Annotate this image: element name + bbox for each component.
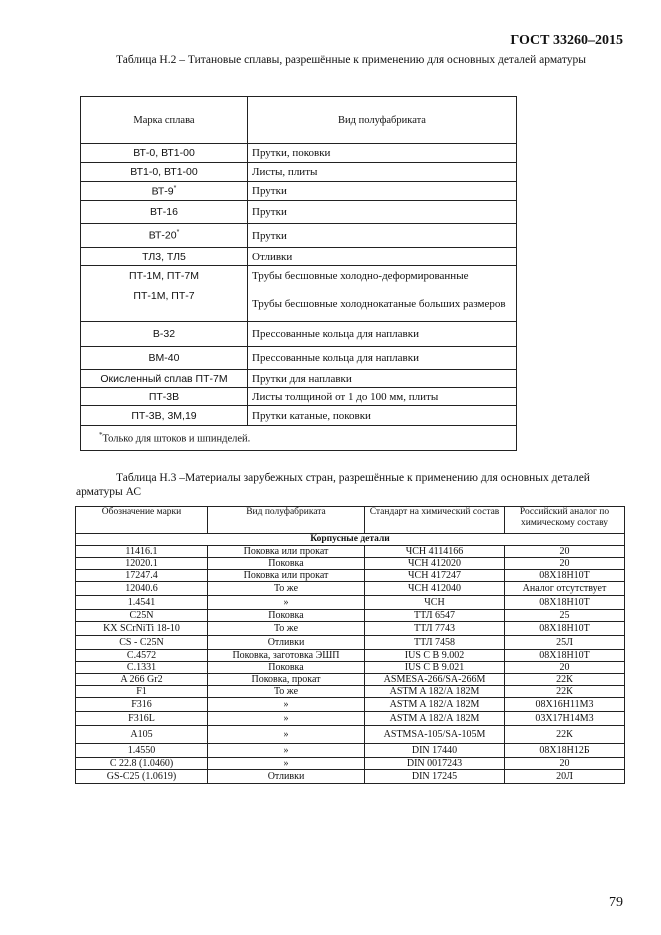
chemical-standard: DIN 0017243 (365, 758, 505, 770)
semi-product-form: » (208, 712, 365, 726)
chemical-standard: ЧСН 417247 (365, 570, 505, 582)
material-grade: C.4572 (76, 650, 208, 662)
alloy-grade-cell (81, 224, 248, 248)
russian-analog: 20 (505, 662, 625, 674)
semi-product-form: Трубы бесшовные холодно-деформированные (248, 266, 517, 286)
table-h3-caption: Таблица Н.3 –Материалы зарубежных стран, разрешённые к применению для основных деталей арматуры АС (76, 472, 590, 498)
alloy-grade: ВТ-20 (148, 229, 177, 242)
semi-product-form: Поковка (208, 662, 365, 674)
page-number: 79 (609, 895, 623, 910)
chemical-standard: ЧСН 412020 (365, 558, 505, 570)
table-row (76, 622, 625, 636)
foreign-materials-rows (76, 546, 625, 784)
semi-product-form: Поковка, заготовка ЭШП (208, 650, 365, 662)
column-header-grade: Марка сплава (81, 97, 248, 144)
material-grade: 1.4541 (76, 596, 208, 610)
column-header-form: Вид полуфабриката (248, 97, 517, 144)
material-grade: GS-C25 (1.0619) (76, 770, 208, 784)
chemical-standard: IUS C B 9.021 (365, 662, 505, 674)
alloy-grade: ПТ-1М, ПТ-7М (81, 266, 248, 286)
semi-product-form: Поковка или прокат (208, 570, 365, 582)
chemical-standard: ЧСН (365, 596, 505, 610)
table-row (76, 558, 625, 570)
chemical-standard: DIN 17440 (365, 744, 505, 758)
footnote-marker: * (173, 184, 177, 192)
semi-product-form: Листы, плиты (248, 163, 517, 182)
chemical-standard: ТТЛ 7743 (365, 622, 505, 636)
material-grade: A105 (76, 726, 208, 744)
material-grade: 1.4550 (76, 744, 208, 758)
russian-analog: 08Х18Н12Б (505, 744, 625, 758)
table-row (76, 596, 625, 610)
russian-analog: 25 (505, 610, 625, 622)
russian-analog: 20 (505, 758, 625, 770)
table-row (76, 674, 625, 686)
table-row (76, 650, 625, 662)
table-row (76, 636, 625, 650)
russian-analog: 20 (505, 546, 625, 558)
column-header-standard: Стандарт на химический состав (365, 507, 505, 534)
material-grade: C25N (76, 610, 208, 622)
material-grade: 17247.4 (76, 570, 208, 582)
chemical-standard: ASTM A 182/A 182M (365, 686, 505, 698)
semi-product-form: » (208, 596, 365, 610)
semi-product-form: Прессованные кольца для наплавки (248, 347, 517, 370)
semi-product-form: » (208, 726, 365, 744)
material-grade: F316 (76, 698, 208, 712)
material-grade: C.1331 (76, 662, 208, 674)
table-row (76, 744, 625, 758)
semi-product-form: Отливки (248, 248, 517, 266)
table-row (76, 712, 625, 726)
column-header-grade: Обозначение марки (76, 507, 208, 534)
alloy-grade: ВТ-9 (151, 185, 174, 198)
chemical-standard: ASTMSA-105/SA-105M (365, 726, 505, 744)
russian-analog: 03Х17Н14М3 (505, 712, 625, 726)
semi-product-form: Поковка или прокат (208, 546, 365, 558)
chemical-standard: ASTM A 182/A 182M (365, 712, 505, 726)
alloy-grade: ВТ-0, ВТ1-00 (81, 144, 248, 163)
material-grade: 12040.6 (76, 582, 208, 596)
chemical-standard: ASTM A 182/A 182M (365, 698, 505, 712)
semi-product-form: Трубы бесшовные холоднокатаные больших размеров (248, 286, 517, 322)
chemical-standard: ТТЛ 7458 (365, 636, 505, 650)
russian-analog: 22К (505, 726, 625, 744)
semi-product-form: То же (208, 686, 365, 698)
material-grade: 11416.1 (76, 546, 208, 558)
semi-product-form: Листы толщиной от 1 до 100 мм, плиты (248, 388, 517, 406)
column-header-form: Вид полуфабриката (208, 507, 365, 534)
russian-analog: 20Л (505, 770, 625, 784)
table-row (76, 662, 625, 674)
footnote-marker: * (99, 431, 103, 440)
alloy-grade-cell (81, 182, 248, 201)
table-row (76, 726, 625, 744)
table-row (76, 610, 625, 622)
russian-analog: 20 (505, 558, 625, 570)
russian-analog: 08Х18Н10Т (505, 622, 625, 636)
semi-product-form: То же (208, 622, 365, 636)
table-row (76, 758, 625, 770)
semi-product-form: Отливки (208, 770, 365, 784)
semi-product-form: Отливки (208, 636, 365, 650)
alloy-grade: ВМ-40 (81, 347, 248, 370)
column-header-analog: Российский аналог по химическому составу (505, 507, 625, 534)
chemical-standard: ЧСН 4114166 (365, 546, 505, 558)
alloy-grade: ВТ1-0, ВТ1-00 (81, 163, 248, 182)
semi-product-form: Прутки для наплавки (248, 370, 517, 388)
table-footnote: Только для штоков и шпинделей. (102, 433, 251, 445)
table-footnote-cell (81, 426, 517, 451)
chemical-standard: ЧСН 412040 (365, 582, 505, 596)
material-grade: 12020.1 (76, 558, 208, 570)
material-grade: C 22.8 (1.0460) (76, 758, 208, 770)
semi-product-form: » (208, 758, 365, 770)
table-row (76, 546, 625, 558)
semi-product-form: Поковка, прокат (208, 674, 365, 686)
material-grade: KX SCrNiTi 18-10 (76, 622, 208, 636)
table-row (76, 582, 625, 596)
semi-product-form: Прутки, поковки (248, 144, 517, 163)
semi-product-form: Прутки (248, 182, 517, 201)
table-row (76, 698, 625, 712)
semi-product-form: Прессованные кольца для наплавки (248, 322, 517, 347)
russian-analog: 22К (505, 686, 625, 698)
table-row (76, 570, 625, 582)
russian-analog: 25Л (505, 636, 625, 650)
semi-product-form: Поковка (208, 558, 365, 570)
material-grade: F316L (76, 712, 208, 726)
russian-analog: 08Х18Н10Т (505, 650, 625, 662)
russian-analog: 22К (505, 674, 625, 686)
semi-product-form: Прутки (248, 201, 517, 224)
alloy-grade: ВТ-16 (81, 201, 248, 224)
semi-product-form: » (208, 698, 365, 712)
semi-product-form: Прутки (248, 224, 517, 248)
document-standard-header: ГОСТ 33260–2015 (510, 33, 623, 48)
semi-product-form: Поковка (208, 610, 365, 622)
alloy-grade: Окисленный сплав ПТ-7М (81, 370, 248, 388)
semi-product-form: » (208, 744, 365, 758)
material-grade: CS - C25N (76, 636, 208, 650)
russian-analog: Аналог отсутствует (505, 582, 625, 596)
table-h2-caption: Таблица Н.2 – Титановые сплавы, разрешённые к применению для основных деталей арматуры (116, 54, 586, 66)
footnote-marker: * (176, 229, 180, 237)
foreign-materials-table (75, 506, 625, 784)
chemical-standard: ТТЛ 6547 (365, 610, 505, 622)
chemical-standard: DIN 17245 (365, 770, 505, 784)
titanium-alloys-table (80, 96, 517, 451)
alloy-grade: ТЛ3, ТЛ5 (81, 248, 248, 266)
chemical-standard: ASMESA-266/SA-266M (365, 674, 505, 686)
table-row (76, 686, 625, 698)
section-heading: Корпусные детали (76, 534, 625, 546)
alloy-grade: ПТ-1М, ПТ-7 (81, 286, 248, 322)
semi-product-form: Прутки катаные, поковки (248, 406, 517, 426)
material-grade: F1 (76, 686, 208, 698)
table-row (76, 770, 625, 784)
semi-product-form: То же (208, 582, 365, 596)
alloy-grade: В-32 (81, 322, 248, 347)
russian-analog: 08Х18Н10Т (505, 570, 625, 582)
material-grade: A 266 Gr2 (76, 674, 208, 686)
russian-analog: 08Х16Н11М3 (505, 698, 625, 712)
alloy-grade: ПТ-3В, 3М,19 (81, 406, 248, 426)
chemical-standard: IUS C B 9.002 (365, 650, 505, 662)
alloy-grade: ПТ-3В (81, 388, 248, 406)
russian-analog: 08Х18Н10Т (505, 596, 625, 610)
